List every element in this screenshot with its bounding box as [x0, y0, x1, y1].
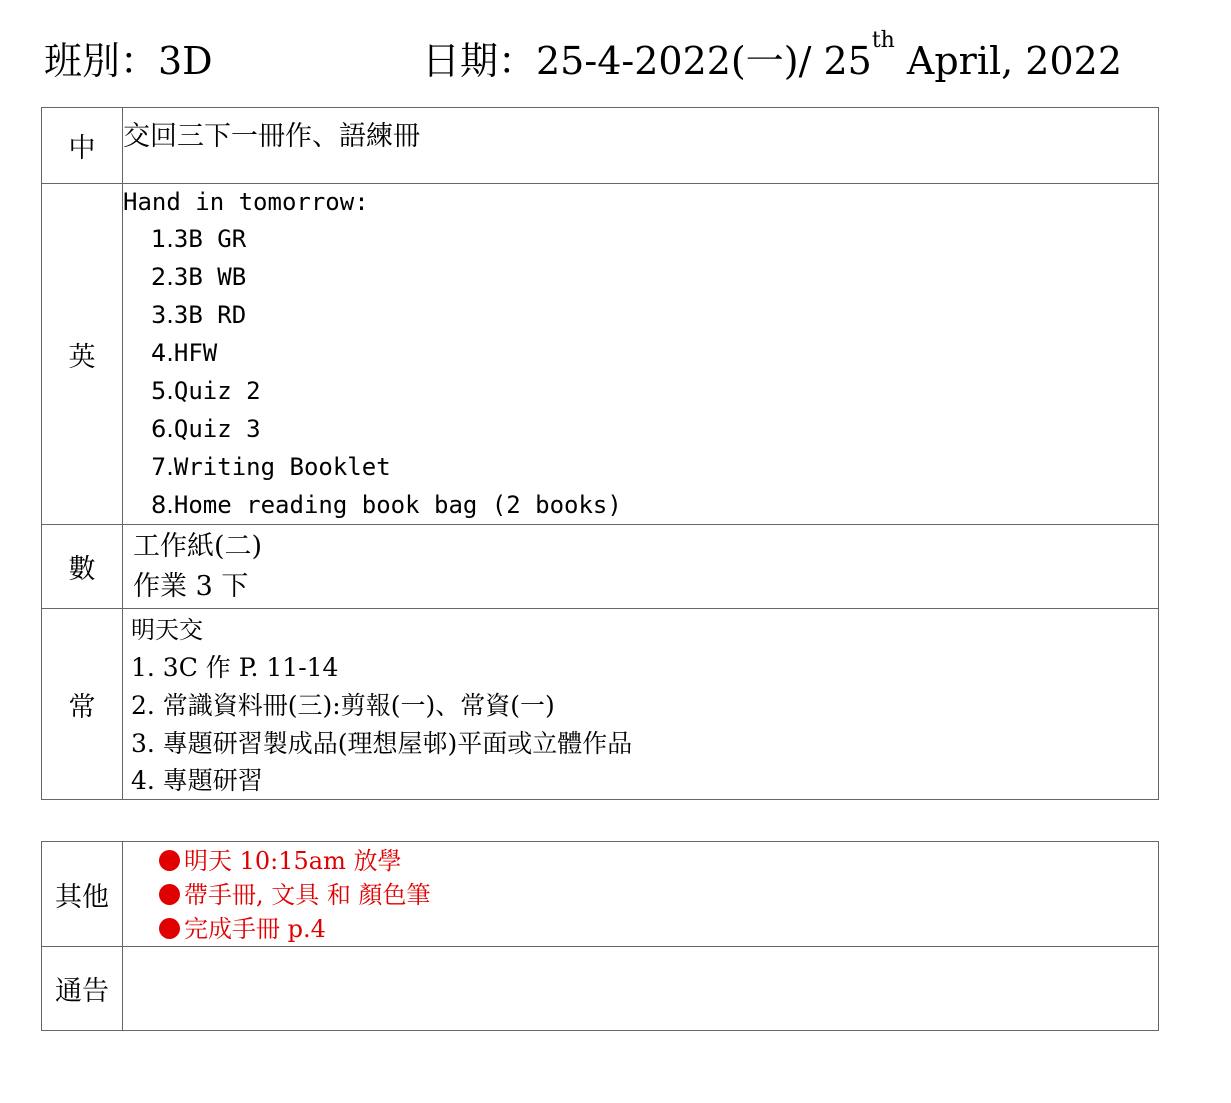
date-label	[422, 30, 1122, 85]
class-label: 班別：3D	[44, 39, 213, 83]
gs-line: 4. 專題研習	[131, 766, 263, 795]
item-text: 3B GR	[173, 225, 247, 253]
item-text: HFW	[173, 339, 218, 367]
subject-general-studies: 常	[42, 609, 123, 800]
bullet-icon	[159, 918, 180, 939]
english-item	[123, 448, 1158, 486]
date-ordinal: th	[871, 28, 895, 53]
bullet-icon	[159, 884, 180, 905]
english-item	[123, 410, 1158, 448]
row-general-studies	[42, 609, 1159, 800]
item-text: 3B RD	[173, 301, 247, 329]
row-math	[42, 525, 1159, 609]
item-text: Quiz 2	[173, 377, 261, 405]
subject-english: 英	[42, 184, 123, 525]
item-number: 1.	[151, 225, 174, 253]
gs-line: 明天交	[131, 616, 203, 644]
english-item	[123, 372, 1158, 410]
chinese-content	[123, 108, 1159, 184]
gs-line: 2. 常識資料冊(三):剪報(一)、常資(一)	[131, 691, 555, 720]
item-number: 6.	[151, 415, 174, 443]
item-number: 2.	[151, 263, 174, 291]
date-prefix: 日期：25-4-2022(一)/ 25	[422, 39, 872, 83]
row-english	[42, 184, 1159, 525]
english-item	[123, 296, 1158, 334]
math-line: 工作紙(二)	[133, 531, 263, 562]
math-line: 作業 3 下	[133, 571, 249, 602]
gs-line: 3. 專題研習製成品(理想屋邨)平面或立體作品	[131, 729, 633, 758]
other-item	[123, 844, 1158, 878]
date-suffix: April, 2022	[894, 39, 1123, 83]
english-content	[123, 184, 1159, 525]
item-number: 4.	[151, 339, 174, 367]
item-text: Home reading book bag (2 books)	[173, 491, 622, 519]
english-intro: Hand in tomorrow:	[123, 188, 369, 216]
other-table	[41, 841, 1159, 1031]
item-text: Quiz 3	[173, 415, 261, 443]
item-number: 7.	[151, 453, 174, 481]
gs-line: 1. 3C 作 P. 11-14	[131, 653, 339, 682]
subject-chinese: 中	[42, 108, 123, 184]
row-chinese	[42, 108, 1159, 184]
item-text: 3B WB	[173, 263, 247, 291]
item-number: 8.	[151, 491, 174, 519]
gs-content	[123, 609, 1159, 800]
notice-content	[123, 947, 1159, 1031]
english-item	[123, 334, 1158, 372]
other-item-text: 明天 10:15am 放學	[184, 847, 402, 875]
chinese-line: 交回三下一冊作、語練冊	[123, 121, 420, 152]
other-item	[123, 878, 1158, 912]
subject-notice: 通告	[42, 947, 123, 1031]
subject-other: 其他	[42, 842, 123, 947]
row-notice	[42, 947, 1159, 1031]
other-item-text: 帶手冊, 文具 和 顏色筆	[184, 881, 431, 909]
homework-table	[41, 107, 1159, 800]
subject-math: 數	[42, 525, 123, 609]
page-header	[44, 30, 1164, 86]
math-content	[123, 525, 1159, 609]
english-item	[123, 220, 1158, 258]
item-number: 5.	[151, 377, 174, 405]
bullet-icon	[159, 850, 180, 871]
english-item	[123, 486, 1158, 524]
item-text: Writing Booklet	[173, 453, 391, 481]
row-other	[42, 842, 1159, 947]
english-item	[123, 258, 1158, 296]
other-item	[123, 912, 1158, 946]
other-item-text: 完成手冊 p.4	[184, 915, 326, 943]
item-number: 3.	[151, 301, 174, 329]
other-content	[123, 842, 1159, 947]
